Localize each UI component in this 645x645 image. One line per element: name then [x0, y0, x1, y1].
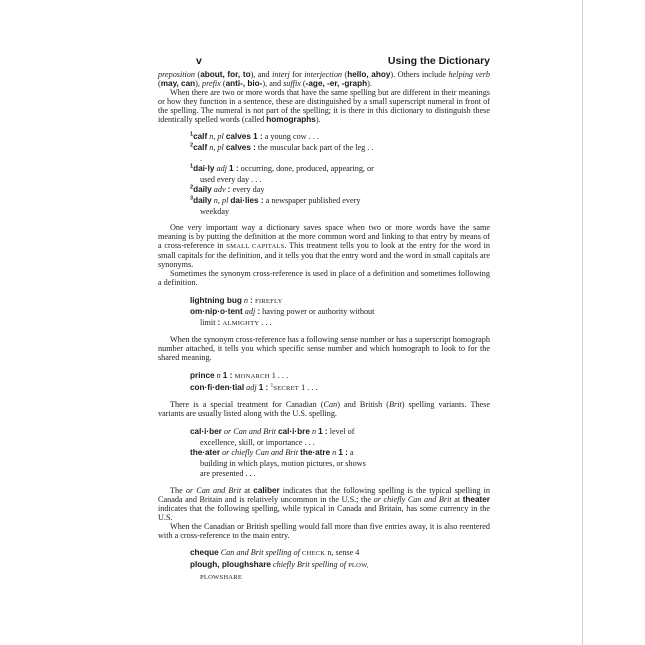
text: indicates that the following spelling, while typical in Canada and Britain, has some currency in the U.S.	[158, 503, 490, 522]
variant-headword: cal·i·bre	[278, 427, 310, 437]
colon: :	[227, 185, 231, 195]
italic-term: interjection	[304, 70, 343, 79]
text: at	[241, 486, 254, 495]
label: Can and Brit spelling of	[218, 548, 302, 558]
definition: every day	[230, 185, 265, 195]
text: ).	[367, 78, 372, 88]
xref-examples	[190, 548, 375, 583]
headword: daily	[193, 185, 212, 195]
text: (	[220, 78, 226, 88]
example-words: may, can	[160, 78, 196, 88]
part-of-speech: n	[241, 295, 251, 305]
part-of-speech: n, pl	[211, 196, 231, 205]
text: for	[289, 70, 305, 79]
entry	[190, 427, 375, 448]
headword: cheque	[190, 548, 219, 558]
definition: occurring, done, produced, appearing, or used every day . . .	[200, 164, 374, 184]
paragraph-variants	[158, 401, 490, 419]
entry	[190, 296, 375, 308]
headword: plough, ploughshare	[190, 560, 271, 570]
headword: daily	[193, 196, 212, 205]
sense-number: 1 :	[338, 448, 348, 458]
part-of-speech: adj	[244, 382, 259, 392]
text: (	[197, 70, 201, 79]
paragraph-parts-of-speech	[158, 71, 490, 89]
keyword: homographs	[266, 114, 316, 124]
synonym-xref: MONARCH	[234, 373, 270, 381]
text: 1 . . .	[269, 371, 289, 381]
homograph-number: 2	[190, 142, 194, 149]
paragraph-homographs	[158, 89, 490, 125]
sense-examples	[190, 371, 375, 394]
definition: a building in which plays, motion pictures, or shows are presented . . .	[200, 448, 366, 479]
running-header	[158, 55, 490, 69]
inflection: calves 1 :	[225, 132, 263, 142]
variant-headword: the·atre	[300, 448, 331, 458]
part-of-speech: n	[330, 448, 339, 458]
homograph-number: 1	[190, 163, 194, 170]
headword: dai·ly	[193, 164, 215, 174]
homograph-number: 2	[190, 184, 194, 191]
sense-number: 1 :	[318, 427, 328, 437]
page-body	[158, 71, 490, 590]
paragraph-synonym: Sometimes the synonym cross-reference is used in place of a definition and sometimes following a definition.	[158, 268, 490, 287]
definition: level of excellence, skill, or importance . . .	[200, 427, 355, 447]
entry	[190, 132, 375, 143]
italic-term: or chiefly Can and Brit	[373, 494, 452, 504]
text: ) and British (	[337, 400, 389, 410]
text: One very important way a dictionary saves space when two or more words have the same meaning is by putting the definition at the more common word and linking to that entry by means of a cross-reference in	[158, 223, 490, 250]
colon: :	[217, 317, 223, 327]
homograph-number: 1	[270, 381, 274, 388]
headword: con·fi·den·tial	[190, 382, 245, 392]
inflection: dai·lies :	[230, 196, 264, 205]
section-title: Using the Dictionary	[387, 55, 490, 67]
headword: prince	[190, 371, 215, 381]
paragraph-sense-number: When the synonym cross-reference has a following sense number or has a superscript homograph number attached, it tells you which specific sense number and which homograph to look to for the shared meaning.	[158, 335, 490, 363]
entry	[190, 164, 375, 185]
part-of-speech: adj	[214, 164, 230, 174]
colon: :	[257, 307, 261, 317]
main-entry-xref: PLOW, PLOWSHARE	[200, 562, 369, 581]
text: ). Others include	[390, 70, 449, 79]
homograph-number: 3	[190, 195, 194, 202]
text: (	[342, 70, 348, 79]
text: The	[170, 486, 186, 495]
example-words: anti-, bio-	[225, 78, 263, 88]
headword: lightning bug	[190, 295, 242, 305]
italic-term: prefix	[202, 78, 221, 88]
part-of-speech: adj	[242, 307, 258, 317]
text: When there are two or more words that have the same spelling but are different in their meanings or how they function in a sentence, these are distinguished by a small superscript numeral in front of the spelling. The numeral is not part of the spelling; it is there in this dictionary to distinguish these identically spelled words (called	[158, 87, 490, 124]
text: ),	[195, 78, 202, 88]
text: at	[451, 494, 463, 504]
text: ), and	[262, 78, 284, 88]
part-of-speech: n, pl	[207, 143, 226, 153]
label: or chiefly Can and Brit	[220, 448, 301, 458]
headword: calf	[193, 143, 208, 153]
sense-number: 1 :	[258, 382, 271, 392]
text: (	[158, 78, 161, 88]
headword: om·nip·o·tent	[190, 307, 243, 317]
text: (	[300, 78, 306, 88]
main-entry-xref: CHECK	[301, 550, 326, 558]
label: chiefly Brit spelling of	[270, 560, 349, 570]
text: ), and	[250, 70, 273, 79]
variant-examples	[190, 427, 375, 480]
italic-term: or Can and Brit	[185, 486, 242, 495]
headword: the·ater	[190, 448, 221, 458]
definition: a young cow . . .	[262, 132, 319, 142]
italic-term: Brit	[389, 400, 402, 410]
text: n, sense 4	[325, 548, 360, 558]
keyword: theater	[462, 494, 490, 504]
definition: a newspaper published every weekday	[200, 196, 361, 216]
page-number: v	[196, 55, 202, 67]
text: indicates that the following spelling is the typical spelling in Canada and Britain and is relatively uncommon in the U.S.; the	[158, 486, 490, 504]
text: There is a special treatment for Canadian (	[170, 400, 324, 410]
italic-term: Can	[323, 400, 338, 410]
label: or Can and Brit	[221, 427, 279, 437]
paragraph-reentered: When the Canadian or British spelling would fall more than five entries away, it is also reentered with a cross-reference to the main entry.	[158, 521, 490, 540]
homograph-examples	[190, 132, 375, 217]
colon: :	[250, 295, 256, 305]
entry	[190, 448, 375, 480]
part-of-speech: n	[214, 371, 223, 381]
entry	[190, 185, 375, 196]
paragraph-variant-labels	[158, 487, 490, 523]
text: ).	[315, 114, 321, 124]
text: . This treatment tells you to look at the entry for the word in small capitals for the definition, and it tells you that the entry word and the word in small capitals are synonyms.	[158, 241, 491, 269]
synonym-xref: SECRET	[273, 384, 300, 392]
keyword: caliber	[253, 486, 280, 495]
italic-term: helping verb	[448, 70, 491, 79]
headword: cal·i·ber	[190, 427, 222, 437]
page-edge-divider	[582, 0, 583, 645]
synonym-examples	[190, 296, 375, 330]
example-words: hello, ahoy	[347, 70, 391, 79]
sense-number: 1 :	[229, 164, 239, 174]
text: ) spelling variants. These variants are usually listed along with the U.S. spelling.	[158, 400, 490, 419]
part-of-speech: adv	[211, 185, 228, 195]
text: . . .	[259, 317, 272, 327]
example-words: -age, -er, -graph	[305, 78, 368, 88]
synonym-xref: ALMIGHTY	[222, 319, 260, 327]
homograph-number: 1	[190, 131, 194, 138]
example-words: about, for, to	[200, 70, 251, 79]
entry	[190, 560, 375, 583]
entry	[190, 371, 375, 383]
italic-term: suffix	[283, 78, 301, 88]
headword: calf	[193, 132, 208, 142]
sense-number: 1 :	[222, 371, 235, 381]
paragraph-cross-reference	[158, 224, 490, 270]
small-capitals-term: SMALL CAPITALS	[226, 243, 285, 250]
definition: having power or authority without limit	[200, 307, 375, 327]
part-of-speech: n	[309, 427, 319, 437]
entry	[190, 383, 375, 395]
definition: the muscular back part of the leg . . .	[200, 143, 374, 163]
entry	[190, 196, 375, 217]
inflection: calves :	[225, 143, 256, 153]
part-of-speech: n, pl	[207, 132, 226, 142]
text: 1 . . .	[299, 382, 318, 392]
synonym-xref: FIREFLY	[255, 297, 283, 305]
entry	[190, 307, 375, 329]
entry	[190, 143, 375, 164]
italic-term: preposition	[158, 70, 195, 79]
italic-term: interj	[272, 70, 290, 79]
entry	[190, 548, 375, 560]
